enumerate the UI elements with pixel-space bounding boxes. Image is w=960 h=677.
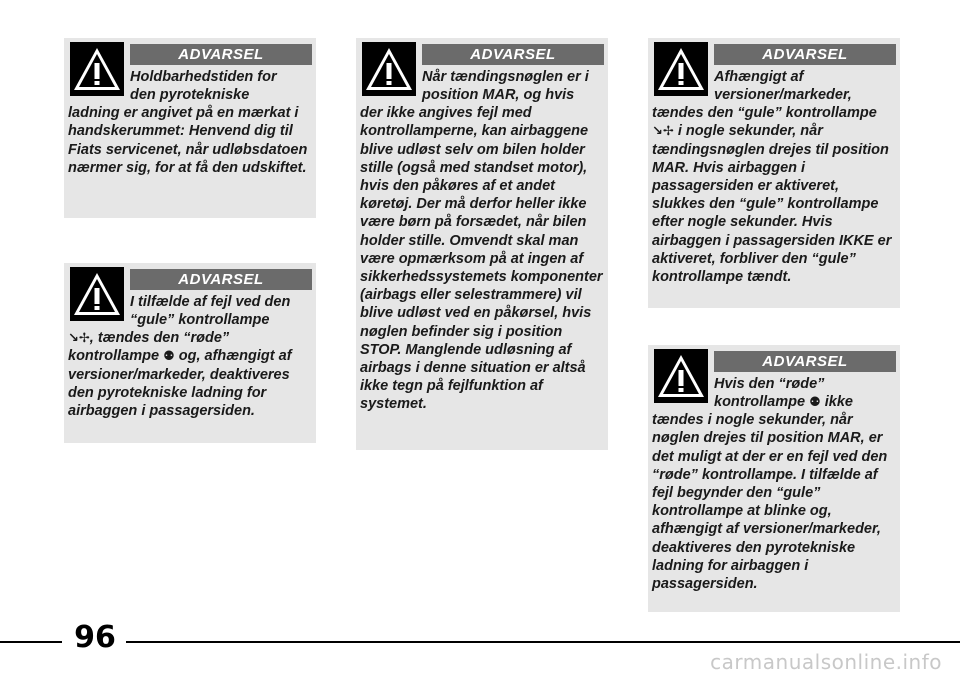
warning-lead-line: position MAR, og hvis: [422, 87, 575, 103]
warning-lead-line: Når tændingsnøglen er i: [422, 69, 589, 85]
warning-lead-line: Afhængigt af: [714, 69, 804, 85]
warning-body: og, afhængigt af versioner/markeder, deaktiveres den pyrotekniske ladning for airbaggen i passagersiden.: [68, 348, 292, 420]
warning-triangle-icon: [654, 42, 708, 96]
warning-body: i nogle sekunder, når tændingsnøglen drejes til position MAR. Hvis airbaggen i passagersiden er aktiveret, slukkes den “gule” kontrollampe efter nogle sekunder. Hvis airbaggen i passagersiden IKKE er aktiveret, forbliver den “gule” kontrollampe tændt.: [652, 123, 892, 286]
footer-rule-left: [0, 641, 62, 643]
warning-triangle-icon: [654, 349, 708, 403]
warning-label: ADVARSEL: [714, 44, 896, 65]
red-airbag-lamp-icon: ⚉: [163, 348, 175, 364]
warning-box-5: [648, 345, 900, 612]
warning-body: ladning er angivet på en mærkat i handskerummet: Henvend dig til Fiats servicenet, når udløbsdatoen nærmer sig, for at få den udskiftet.: [68, 105, 308, 176]
warning-triangle-icon: [362, 42, 416, 96]
yellow-airbag-lamp-icon: ↘✢: [652, 123, 674, 139]
warning-box-1: [64, 38, 316, 218]
warning-box-2: [64, 263, 316, 443]
warning-lead-line: “gule” kontrollampe: [130, 312, 270, 328]
warning-triangle-icon: [70, 42, 124, 96]
warning-body: tændes den “gule” kontrollampe: [652, 105, 877, 122]
warning-label: ADVARSEL: [422, 44, 604, 65]
warning-lead-line: den pyrotekniske: [130, 87, 250, 103]
warning-lead-line: Holdbarhedstiden for: [130, 69, 277, 85]
warning-triangle-icon: [70, 267, 124, 321]
warning-label: ADVARSEL: [130, 269, 312, 290]
warning-lead-line: kontrollampe: [714, 394, 806, 410]
warning-box-4: [648, 38, 900, 308]
warning-body: der ikke angives fejl med kontrollamperne, kan airbaggene blive udløst selv om bilen holder stille (også med standset motor), hvis den påkøres af et andet køretøj. Der må derfor heller ikke være børn på forsædet, når bilen holder stille. Omvendt skal man være opmærksom på at ingen af sikkerhedssystemets komponenter (airbags eller selestrammere) vil blive udløst ved en påkørsel, hvis nøglen befinder sig i position STOP. Manglende udløsning af airbags i denne situation er altså ikke tegn på fejlfunktion af systemet.: [360, 105, 603, 413]
page-number: 96: [74, 620, 116, 655]
red-airbag-lamp-icon: ⚉: [809, 394, 821, 409]
warning-lead-tail: ikke: [820, 394, 853, 410]
warning-lead-line: Hvis den “røde”: [714, 376, 825, 392]
watermark: carmanualsonline.info: [710, 650, 942, 674]
warning-label: ADVARSEL: [130, 44, 312, 65]
warning-box-3: [356, 38, 608, 450]
yellow-airbag-lamp-icon: ↘✢: [68, 330, 90, 346]
warning-body: tændes i nogle sekunder, når nøglen drejes til position MAR, er det muligt at der er en fejl ved den “røde” kontrollampe. I tilfælde af fejl begynder den “gule” kontrollampe at blinke og, afhængigt af versioner/markeder, deaktiveres den pyrotekniske ladning for airbaggen i passagersiden.: [652, 412, 888, 593]
warning-lead-line: versioner/markeder,: [714, 87, 852, 103]
warning-label: ADVARSEL: [714, 351, 896, 372]
warning-body: , tændes den “røde” kontrollampe: [68, 330, 230, 365]
warning-lead-line: I tilfælde af fejl ved den: [130, 294, 291, 310]
footer-rule-right: [126, 641, 960, 643]
